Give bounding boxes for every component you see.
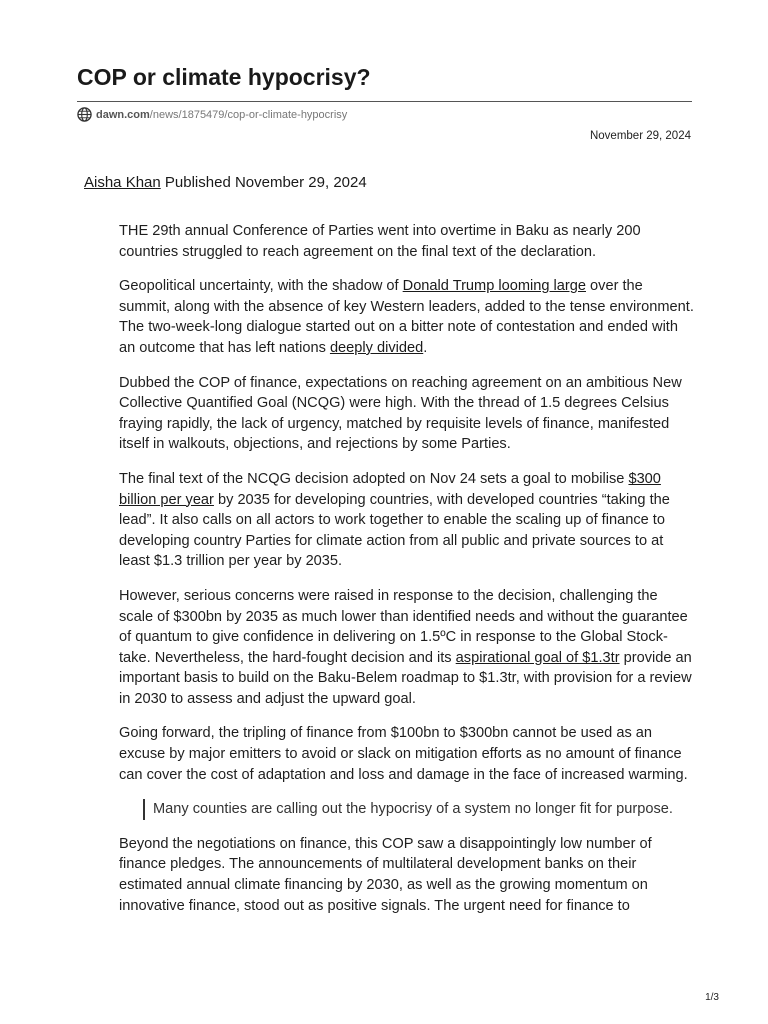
byline <box>84 174 367 191</box>
paragraph <box>119 276 694 358</box>
paragraph-text: However, serious concerns were raised in response to the decision, challenging the scale of $300bn by 2035 as much lower than identified needs and without the guarantee of quantum to give confidence in delivering on 1.5ºC in response to the Global Stock-take. Nevertheless, the hard-fought decision and its <box>119 587 688 666</box>
page-number: 1/3 <box>705 992 719 1003</box>
author-link[interactable]: Aisha Khan <box>84 174 161 191</box>
paragraph-text: provide an important basis to build on the Baku-Belem roadmap to $1.3tr, with provision for a review in 2030 to assess and adjust the upward goal. <box>119 649 692 707</box>
paragraph-text: over the summit, along with the absence of key Western leaders, added to the tense environment. The two-week-long dialogue started out on a bitter note of contestation and ended with an outcome that has left nations <box>119 278 694 356</box>
title-divider <box>77 101 692 102</box>
published-date: Published November 29, 2024 <box>160 174 367 191</box>
article-title: COP or climate hypocrisy? <box>77 64 371 90</box>
pull-quote: Many counties are calling out the hypocrisy of a system no longer fit for purpose. <box>143 799 694 820</box>
paragraph: Beyond the negotiations on finance, this COP saw a disappointingly low number of finance pledges. The announcements of multilateral development banks on their estimated annual climate financing by 2030, as well as the growing momentum on innovative finance, stood out as positive signals. The urgent need for finance to <box>119 835 652 914</box>
deeply-divided-link[interactable]: deeply divided <box>329 339 424 356</box>
aspirational-goal-link[interactable]: aspirational goal of $1.3tr <box>455 649 620 666</box>
paragraph-text: . <box>423 339 428 356</box>
article-date: November 29, 2024 <box>589 130 691 142</box>
article-body <box>119 221 694 930</box>
paragraph-text: The final text of the NCQG decision adopted on Nov 24 sets a goal to mobilise <box>119 470 629 487</box>
paragraph <box>119 586 694 710</box>
paragraph-text: by 2035 for developing countries, with developed countries “taking the lead”. It also calls on all actors to work together to enable the scaling up of finance to developing country Parties for climate action from all public and private sources to at least $1.3 trillion per year by 2035. <box>119 491 670 570</box>
paragraph: THE 29th annual Conference of Parties went into overtime in Baku as nearly 200 countries struggled to reach agreement on the final text of the declaration. <box>119 223 641 260</box>
300-billion-link[interactable]: $300 billion per year <box>119 470 661 508</box>
source-url[interactable] <box>77 107 347 122</box>
paragraph: Dubbed the COP of finance, expectations on reaching agreement on an ambitious New Collective Quantified Goal (NCQG) were high. With the thread of 1.5 degrees Celsius fraying rapidly, the lack of urgency, matched by requisite levels of finance, manifested itself in walkouts, objections, and rejections by some Parties. <box>119 374 682 453</box>
paragraph <box>119 469 694 572</box>
source-path: /news/1875479/cop-or-climate-hypocrisy <box>149 108 348 121</box>
globe-icon <box>77 107 92 122</box>
source-domain: dawn.com <box>96 108 150 121</box>
donald-trump-link[interactable]: Donald Trump looming large <box>402 278 586 295</box>
paragraph: Going forward, the tripling of finance from $100bn to $300bn cannot be used as an excuse by major emitters to avoid or slack on mitigation efforts as no amount of finance can cover the cost of adaptation and loss and damage in the face of increased warming. <box>119 725 688 783</box>
paragraph-text: Geopolitical uncertainty, with the shadow of <box>119 278 403 295</box>
